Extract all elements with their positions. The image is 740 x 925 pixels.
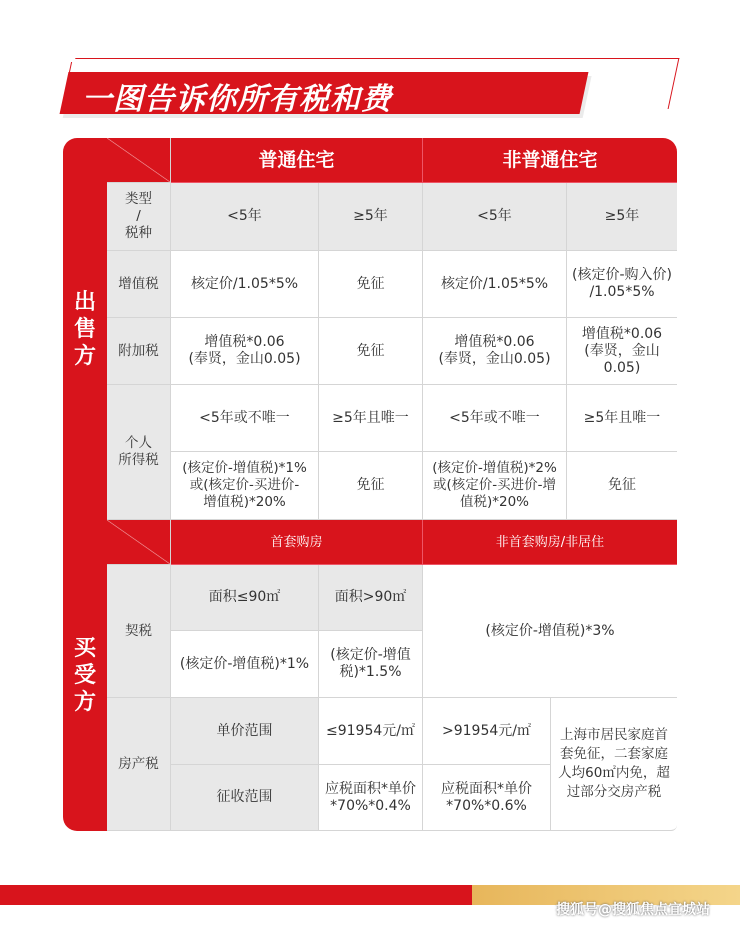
period-normal-lt5: <5年 bbox=[171, 183, 319, 251]
deed-tax-label: 契税 bbox=[107, 565, 171, 698]
levy-low: 应税面积*单价 *70%*0.4% bbox=[319, 765, 423, 831]
deed-rate-small: (核定价-增值税)*1% bbox=[171, 631, 319, 698]
footer-red-bar bbox=[0, 885, 472, 905]
deed-area-small: 面积≤90㎡ bbox=[171, 565, 319, 631]
property-tax-note: 上海市居民家庭首 套免征，二套家庭 人均60㎡内免，超 过部分交房产税 bbox=[551, 698, 677, 831]
surtax-label: 附加税 bbox=[107, 318, 171, 385]
side-label-buy: 买受方 bbox=[63, 520, 107, 831]
header-non-normal-housing: 非普通住宅 bbox=[423, 138, 677, 183]
period-normal-ge5: ≥5年 bbox=[319, 183, 423, 251]
income-tax-label: 个人 所得税 bbox=[107, 385, 171, 520]
price-high: >91954元/㎡ bbox=[423, 698, 551, 765]
income-non-normal-ge5: 免征 bbox=[567, 452, 677, 520]
surtax-normal-lt5: 增值税*0.06 (奉贤，金山0.05) bbox=[171, 318, 319, 385]
header-non-first-home: 非首套购房/非居住 bbox=[423, 520, 677, 565]
header-corner bbox=[107, 138, 171, 183]
tax-table bbox=[63, 138, 677, 831]
property-tax-label: 房产税 bbox=[107, 698, 171, 831]
watermark: 搜狐号@搜狐焦点宜城站 bbox=[556, 902, 710, 918]
vat-non-normal-ge5: (核定价-购入价) /1.05*5% bbox=[567, 251, 677, 318]
income-cond-non-normal-ge5: ≥5年且唯一 bbox=[567, 385, 677, 452]
levy-scope-label: 征收范围 bbox=[171, 765, 319, 831]
income-normal-lt5: (核定价-增值税)*1% 或(核定价-买进价- 增值税)*20% bbox=[171, 452, 319, 520]
period-non-normal-ge5: ≥5年 bbox=[567, 183, 677, 251]
income-cond-non-normal-lt5: <5年或不唯一 bbox=[423, 385, 567, 452]
surtax-normal-ge5: 免征 bbox=[319, 318, 423, 385]
deed-rate-large: (核定价-增值 税)*1.5% bbox=[319, 631, 423, 698]
page-title: 一图告诉你所有税和费 bbox=[82, 82, 392, 117]
vat-label: 增值税 bbox=[107, 251, 171, 318]
period-non-normal-lt5: <5年 bbox=[423, 183, 567, 251]
side-label-sell: 出售方 bbox=[63, 138, 107, 520]
type-tax-label: 类型 / 税种 bbox=[107, 183, 171, 251]
price-low: ≤91954元/㎡ bbox=[319, 698, 423, 765]
income-non-normal-lt5: (核定价-增值税)*2% 或(核定价-买进价-增 值税)*20% bbox=[423, 452, 567, 520]
surtax-non-normal-ge5: 增值税*0.06 (奉贤，金山0.05) bbox=[567, 318, 677, 385]
vat-normal-ge5: 免征 bbox=[319, 251, 423, 318]
deed-area-large: 面积>90㎡ bbox=[319, 565, 423, 631]
income-normal-ge5: 免征 bbox=[319, 452, 423, 520]
buyer-header-corner bbox=[107, 520, 171, 565]
income-cond-normal-lt5: <5年或不唯一 bbox=[171, 385, 319, 452]
header-normal-housing: 普通住宅 bbox=[171, 138, 423, 183]
header-first-home: 首套购房 bbox=[171, 520, 423, 565]
surtax-non-normal-lt5: 增值税*0.06 (奉贤，金山0.05) bbox=[423, 318, 567, 385]
income-cond-normal-ge5: ≥5年且唯一 bbox=[319, 385, 423, 452]
vat-non-normal-lt5: 核定价/1.05*5% bbox=[423, 251, 567, 318]
deed-rate-non-first: (核定价-增值税)*3% bbox=[423, 565, 677, 698]
levy-high: 应税面积*单价 *70%*0.6% bbox=[423, 765, 551, 831]
vat-normal-lt5: 核定价/1.05*5% bbox=[171, 251, 319, 318]
price-range-label: 单价范围 bbox=[171, 698, 319, 765]
